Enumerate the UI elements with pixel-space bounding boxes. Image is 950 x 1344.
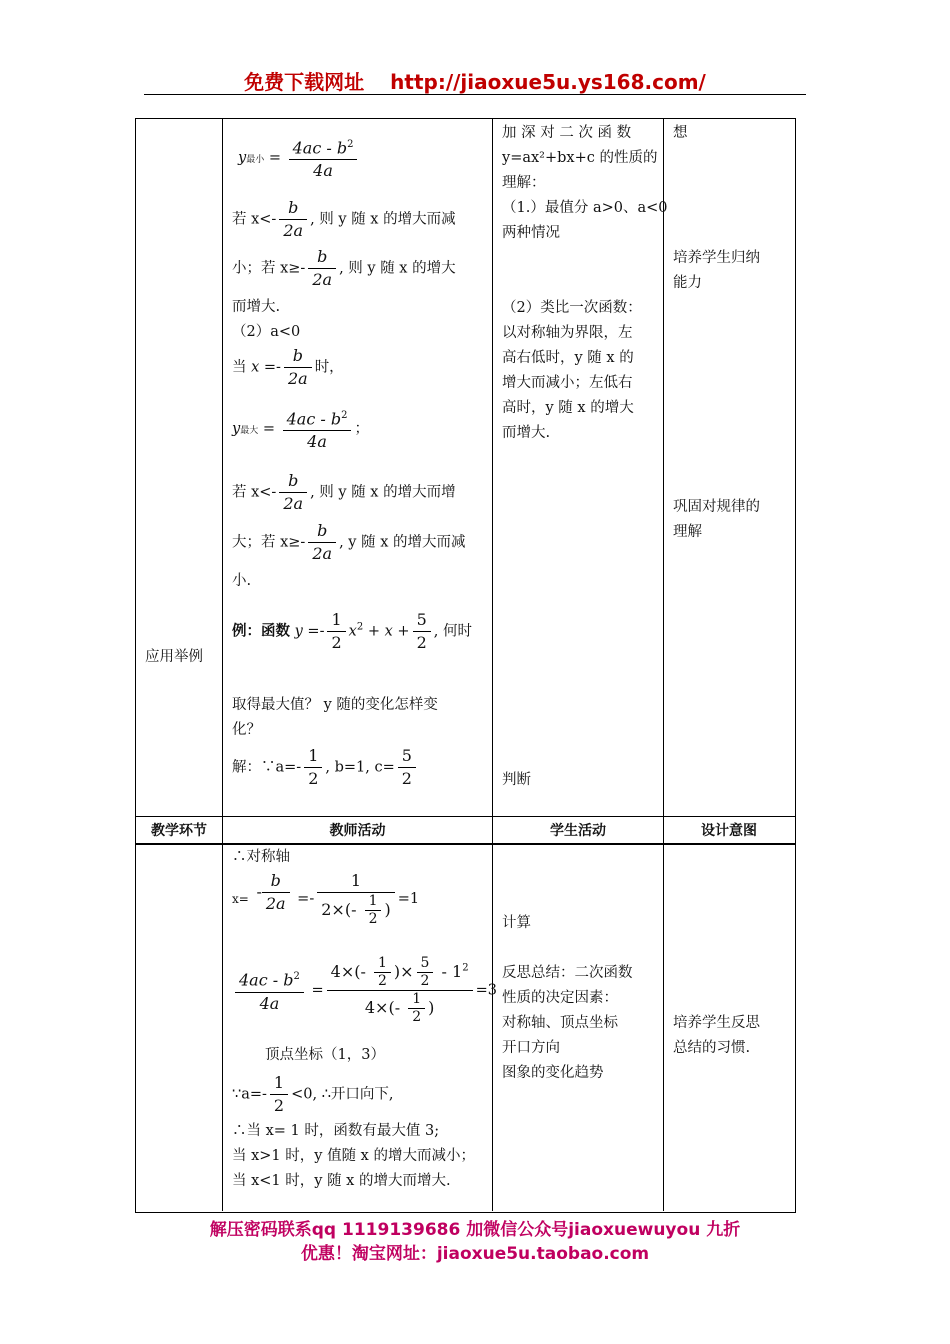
student-line: 增大而减小；左低右 (502, 375, 633, 391)
vertex-formula: $\frac{4ac - b^2}{4a}$ = 4×(- $\frac{1}{2}$ )× $\frac{5}{2}$ - $1^2$ 4×(- $\frac{1}{2}$ ) =3 (232, 955, 497, 1026)
conclusion-line: ∴当 x= 1 时，函数有最大值 3; (232, 1123, 440, 1139)
question-line-2: 化？ (232, 722, 261, 738)
intent-line: 理解 (673, 524, 702, 540)
conclusion-line: 当 x>1 时，y 值随 x 的增大而减小； (232, 1148, 475, 1164)
teacher-line-1: 若 x<- $\frac{b}{2a}$ , 则 y 随 x 的增大而减 (232, 198, 456, 240)
student-line: （2）类比一次函数： (502, 300, 642, 316)
student-line: 两种情况 (502, 225, 560, 241)
question-line-1: 取得最大值？ y 随的变化怎样变 (232, 697, 438, 713)
student-line: 开口方向 (502, 1040, 560, 1056)
example-line: 例：函数 y =- $\frac{1}{2}$ $x^2 + x$ + $\frac{5}{2}$ , 何时 (232, 610, 472, 652)
vertex-coord: 顶点坐标（1，3） (265, 1047, 385, 1063)
student-line: 高右低时，y 随 x 的 (502, 350, 634, 366)
footer-line-2[interactable]: 优惠！淘宝网址：jiaoxue5u.taobao.com (300, 1244, 650, 1264)
header-intent: 设计意图 (701, 823, 757, 839)
teacher-line-8: 小. (232, 573, 252, 589)
teacher-line-4: （2）a<0 (232, 324, 301, 340)
site-header (0, 66, 950, 95)
header-student: 学生活动 (550, 823, 606, 839)
student-line: 对称轴、顶点坐标 (502, 1015, 618, 1031)
header-teacher: 教师活动 (329, 823, 386, 839)
opening-line: ∵a=- $\frac{1}{2}$ <0, ∴开口向下, (232, 1073, 394, 1115)
ymax-formula: y最大 = $\frac{4ac - b^2}{4a}$ ； (232, 405, 369, 453)
header-title: 免费下载网址 (244, 70, 365, 94)
conclusion-line: 当 x<1 时，y 随 x 的增大而增大. (232, 1173, 451, 1189)
site-footer (145, 1218, 805, 1266)
student-line: 而增大. (502, 425, 551, 441)
axis-formula: x= - $\frac{b}{2a}$ =- 1 2×(- $\frac{1}{2}$ ) =1 (232, 871, 420, 927)
student-line: 以对称轴为界限，左 (502, 325, 633, 341)
student-line: （1.）最值分 a>0、a<0 (502, 200, 668, 216)
solution-line: 解：∵a=- $\frac{1}{2}$ , b=1, c= $\frac{5}{2}$ (232, 745, 419, 790)
teacher-line-3: 而增大. (232, 299, 281, 315)
intent-line: 想 (673, 125, 688, 141)
teacher-line-6: 若 x<- $\frac{b}{2a}$ , 则 y 随 x 的增大而增 (232, 471, 456, 513)
intent-line: 培养学生反思 (673, 1015, 760, 1031)
header-rule (144, 94, 806, 95)
student-line: 判断 (502, 772, 531, 788)
teacher-line-5: 当 x =- $\frac{b}{2a}$ 时， (232, 346, 344, 388)
intent-line: 培养学生归纳 (673, 250, 760, 266)
intent-line: 能力 (673, 275, 702, 291)
header-url[interactable]: http://jiaoxue5u.ys168.com/ (390, 70, 706, 94)
student-line: 反思总结：二次函数 (502, 965, 633, 981)
intent-line: 巩固对规律的 (673, 499, 760, 515)
teacher-line-2: 小；若 x≥- $\frac{b}{2a}$ , 则 y 随 x 的增大 (232, 247, 456, 289)
student-line: 理解： (502, 175, 546, 191)
header-stage: 教学环节 (151, 823, 207, 839)
student-line: 加 深 对 二 次 函 数 (502, 125, 632, 141)
student-line: 性质的决定因素： (502, 990, 618, 1006)
teacher-line-7: 大；若 x≥- $\frac{b}{2a}$ , y 随 x 的增大而减 (232, 521, 466, 563)
footer-line-1: 解压密码联系qq 1119139686 加微信公众号jiaoxuewuyou 九折 (209, 1220, 741, 1240)
axis-label: ∴对称轴 (232, 849, 290, 865)
stage-label: 应用举例 (145, 649, 203, 665)
student-line: y=ax²+bx+c 的性质的 (502, 150, 658, 166)
intent-line: 总结的习惯. (673, 1040, 751, 1056)
student-line: 高时，y 随 x 的增大 (502, 400, 634, 416)
ymin-formula: y最小 = $\frac{4ac - b^2}{4a}$ (238, 134, 360, 182)
student-line: 计算 (502, 915, 531, 931)
student-line: 图象的变化趋势 (502, 1065, 604, 1081)
